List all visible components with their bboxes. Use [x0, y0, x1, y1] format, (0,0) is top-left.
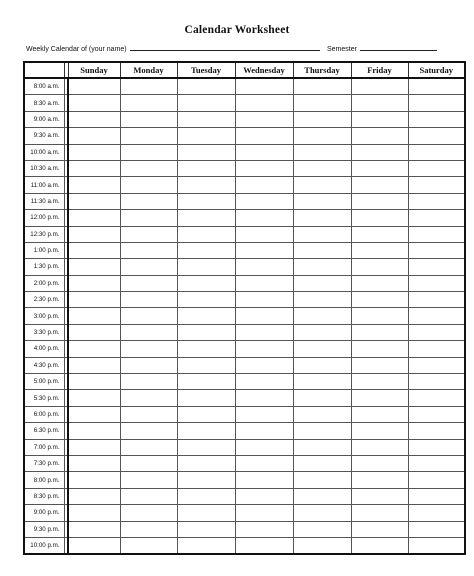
slot-cell-friday[interactable] [351, 259, 408, 275]
slot-cell-monday[interactable] [120, 357, 177, 373]
slot-cell-tuesday[interactable] [177, 78, 235, 95]
slot-cell-monday[interactable] [120, 193, 177, 209]
time-row [24, 505, 465, 521]
slot-cell-saturday[interactable] [408, 374, 465, 390]
slot-cell-saturday[interactable] [408, 308, 465, 324]
slot-cell-friday[interactable] [351, 144, 408, 160]
time-label: 12:30 p.m. [24, 226, 64, 242]
slot-cell-friday[interactable] [351, 324, 408, 340]
slot-cell-monday[interactable] [120, 292, 177, 308]
slot-cell-thursday[interactable] [293, 177, 351, 193]
slot-cell-thursday[interactable] [293, 193, 351, 209]
slot-cell-thursday[interactable] [293, 95, 351, 111]
slot-cell-thursday[interactable] [293, 341, 351, 357]
slot-cell-wednesday[interactable] [235, 210, 293, 226]
time-label: 2:00 p.m. [24, 275, 64, 291]
slot-cell-wednesday[interactable] [235, 160, 293, 176]
slot-cell-wednesday[interactable] [235, 128, 293, 144]
slot-cell-wednesday[interactable] [235, 488, 293, 504]
time-row [24, 357, 465, 373]
slot-cell-monday[interactable] [120, 144, 177, 160]
time-row [24, 374, 465, 390]
time-row [24, 210, 465, 226]
slot-cell-saturday[interactable] [408, 177, 465, 193]
slot-cell-tuesday[interactable] [177, 505, 235, 521]
slot-cell-tuesday[interactable] [177, 160, 235, 176]
time-row [24, 259, 465, 275]
slot-cell-tuesday[interactable] [177, 275, 235, 291]
slot-cell-monday[interactable] [120, 505, 177, 521]
slot-cell-friday[interactable] [351, 357, 408, 373]
slot-cell-tuesday[interactable] [177, 95, 235, 111]
day-header-thursday: Thursday [293, 62, 351, 78]
slot-cell-monday[interactable] [120, 341, 177, 357]
time-label: 3:30 p.m. [24, 324, 64, 340]
slot-cell-sunday[interactable] [68, 111, 120, 127]
name-field[interactable] [26, 44, 320, 53]
slot-cell-monday[interactable] [120, 439, 177, 455]
slot-cell-friday[interactable] [351, 226, 408, 242]
time-row [24, 521, 465, 537]
slot-cell-tuesday[interactable] [177, 128, 235, 144]
slot-cell-friday[interactable] [351, 406, 408, 422]
time-label: 4:30 p.m. [24, 357, 64, 373]
slot-cell-saturday[interactable] [408, 423, 465, 439]
slot-cell-friday[interactable] [351, 341, 408, 357]
slot-cell-monday[interactable] [120, 177, 177, 193]
slot-cell-saturday[interactable] [408, 78, 465, 95]
slot-cell-thursday[interactable] [293, 488, 351, 504]
time-row [24, 292, 465, 308]
slot-cell-monday[interactable] [120, 259, 177, 275]
slot-cell-thursday[interactable] [293, 374, 351, 390]
time-row [24, 406, 465, 422]
slot-cell-sunday[interactable] [68, 275, 120, 291]
slot-cell-thursday[interactable] [293, 160, 351, 176]
slot-cell-tuesday[interactable] [177, 308, 235, 324]
slot-cell-tuesday[interactable] [177, 144, 235, 160]
slot-cell-wednesday[interactable] [235, 308, 293, 324]
time-label: 9:00 a.m. [24, 111, 64, 127]
time-row [24, 111, 465, 127]
slot-cell-wednesday[interactable] [235, 472, 293, 488]
slot-cell-saturday[interactable] [408, 537, 465, 554]
time-row [24, 275, 465, 291]
slot-cell-monday[interactable] [120, 128, 177, 144]
calendar-grid [23, 61, 466, 555]
slot-cell-thursday[interactable] [293, 324, 351, 340]
slot-cell-monday[interactable] [120, 423, 177, 439]
slot-cell-saturday[interactable] [408, 292, 465, 308]
time-row [24, 308, 465, 324]
slot-cell-wednesday[interactable] [235, 324, 293, 340]
slot-cell-friday[interactable] [351, 537, 408, 554]
slot-cell-tuesday[interactable] [177, 439, 235, 455]
slot-cell-thursday[interactable] [293, 357, 351, 373]
slot-cell-sunday[interactable] [68, 177, 120, 193]
slot-cell-friday[interactable] [351, 374, 408, 390]
time-row [24, 341, 465, 357]
slot-cell-monday[interactable] [120, 472, 177, 488]
slot-cell-saturday[interactable] [408, 226, 465, 242]
slot-cell-thursday[interactable] [293, 275, 351, 291]
time-label: 11:00 a.m. [24, 177, 64, 193]
slot-cell-sunday[interactable] [68, 160, 120, 176]
slot-cell-friday[interactable] [351, 193, 408, 209]
day-header-sunday: Sunday [68, 62, 120, 78]
slot-cell-wednesday[interactable] [235, 144, 293, 160]
slot-cell-monday[interactable] [120, 78, 177, 95]
slot-cell-friday[interactable] [351, 95, 408, 111]
time-row [24, 324, 465, 340]
time-row [24, 160, 465, 176]
slot-cell-friday[interactable] [351, 128, 408, 144]
slot-cell-wednesday[interactable] [235, 193, 293, 209]
time-row [24, 128, 465, 144]
slot-cell-sunday[interactable] [68, 308, 120, 324]
time-row [24, 439, 465, 455]
day-header-friday: Friday [351, 62, 408, 78]
time-label: 6:30 p.m. [24, 423, 64, 439]
slot-cell-thursday[interactable] [293, 472, 351, 488]
slot-cell-thursday[interactable] [293, 521, 351, 537]
slot-cell-saturday[interactable] [408, 341, 465, 357]
time-row [24, 423, 465, 439]
time-label: 12:00 p.m. [24, 210, 64, 226]
name-line[interactable] [130, 44, 320, 51]
slot-cell-monday[interactable] [120, 95, 177, 111]
day-header-saturday: Saturday [408, 62, 465, 78]
slot-cell-monday[interactable] [120, 308, 177, 324]
slot-cell-tuesday[interactable] [177, 423, 235, 439]
time-label: 1:00 p.m. [24, 242, 64, 258]
slot-cell-thursday[interactable] [293, 111, 351, 127]
slot-cell-tuesday[interactable] [177, 472, 235, 488]
slot-cell-thursday[interactable] [293, 226, 351, 242]
slot-cell-thursday[interactable] [293, 390, 351, 406]
semester-label: Semester [327, 46, 357, 53]
slot-cell-wednesday[interactable] [235, 537, 293, 554]
slot-cell-wednesday[interactable] [235, 439, 293, 455]
slot-cell-tuesday[interactable] [177, 521, 235, 537]
slot-cell-monday[interactable] [120, 324, 177, 340]
slot-cell-saturday[interactable] [408, 160, 465, 176]
day-header-monday: Monday [120, 62, 177, 78]
slot-cell-friday[interactable] [351, 505, 408, 521]
slot-cell-sunday[interactable] [68, 390, 120, 406]
slot-cell-thursday[interactable] [293, 128, 351, 144]
slot-cell-wednesday[interactable] [235, 259, 293, 275]
slot-cell-thursday[interactable] [293, 439, 351, 455]
slot-cell-tuesday[interactable] [177, 357, 235, 373]
slot-cell-tuesday[interactable] [177, 242, 235, 258]
slot-cell-monday[interactable] [120, 160, 177, 176]
time-label: 8:30 a.m. [24, 95, 64, 111]
time-row [24, 537, 465, 554]
slot-cell-tuesday[interactable] [177, 324, 235, 340]
slot-cell-saturday[interactable] [408, 128, 465, 144]
slot-cell-monday[interactable] [120, 521, 177, 537]
time-row [24, 193, 465, 209]
slot-cell-sunday[interactable] [68, 242, 120, 258]
slot-cell-friday[interactable] [351, 455, 408, 471]
slot-cell-friday[interactable] [351, 423, 408, 439]
slot-cell-thursday[interactable] [293, 308, 351, 324]
slot-cell-friday[interactable] [351, 210, 408, 226]
slot-cell-sunday[interactable] [68, 505, 120, 521]
slot-cell-thursday[interactable] [293, 78, 351, 95]
slot-cell-saturday[interactable] [408, 505, 465, 521]
slot-cell-sunday[interactable] [68, 78, 120, 95]
day-header-wednesday: Wednesday [235, 62, 293, 78]
slot-cell-sunday[interactable] [68, 259, 120, 275]
slot-cell-friday[interactable] [351, 390, 408, 406]
time-row [24, 455, 465, 471]
slot-cell-wednesday[interactable] [235, 226, 293, 242]
slot-cell-saturday[interactable] [408, 111, 465, 127]
slot-cell-thursday[interactable] [293, 537, 351, 554]
slot-cell-sunday[interactable] [68, 537, 120, 554]
time-label: 6:00 p.m. [24, 406, 64, 422]
page-title: Calendar Worksheet [184, 24, 290, 36]
slot-cell-friday[interactable] [351, 472, 408, 488]
slot-cell-friday[interactable] [351, 242, 408, 258]
time-row [24, 144, 465, 160]
slot-cell-saturday[interactable] [408, 390, 465, 406]
slot-cell-thursday[interactable] [293, 242, 351, 258]
slot-cell-sunday[interactable] [68, 488, 120, 504]
slot-cell-wednesday[interactable] [235, 455, 293, 471]
slot-cell-friday[interactable] [351, 111, 408, 127]
slot-cell-sunday[interactable] [68, 455, 120, 471]
time-label: 2:30 p.m. [24, 292, 64, 308]
slot-cell-tuesday[interactable] [177, 537, 235, 554]
slot-cell-sunday[interactable] [68, 210, 120, 226]
time-label: 11:30 a.m. [24, 193, 64, 209]
slot-cell-saturday[interactable] [408, 324, 465, 340]
slot-cell-sunday[interactable] [68, 374, 120, 390]
slot-cell-sunday[interactable] [68, 357, 120, 373]
slot-cell-tuesday[interactable] [177, 193, 235, 209]
slot-cell-tuesday[interactable] [177, 390, 235, 406]
slot-cell-sunday[interactable] [68, 193, 120, 209]
slot-cell-saturday[interactable] [408, 455, 465, 471]
slot-cell-sunday[interactable] [68, 226, 120, 242]
slot-cell-monday[interactable] [120, 210, 177, 226]
slot-cell-saturday[interactable] [408, 521, 465, 537]
slot-cell-friday[interactable] [351, 439, 408, 455]
slot-cell-tuesday[interactable] [177, 210, 235, 226]
slot-cell-sunday[interactable] [68, 324, 120, 340]
time-label: 1:30 p.m. [24, 259, 64, 275]
slot-cell-sunday[interactable] [68, 292, 120, 308]
slot-cell-friday[interactable] [351, 521, 408, 537]
slot-cell-saturday[interactable] [408, 357, 465, 373]
slot-cell-sunday[interactable] [68, 472, 120, 488]
slot-cell-tuesday[interactable] [177, 374, 235, 390]
slot-cell-thursday[interactable] [293, 210, 351, 226]
slot-cell-sunday[interactable] [68, 95, 120, 111]
slot-cell-thursday[interactable] [293, 505, 351, 521]
time-row [24, 242, 465, 258]
calendar-body [24, 78, 465, 554]
time-label: 9:30 a.m. [24, 128, 64, 144]
slot-cell-saturday[interactable] [408, 259, 465, 275]
time-row [24, 177, 465, 193]
slot-cell-sunday[interactable] [68, 144, 120, 160]
time-column-header [24, 62, 64, 78]
slot-cell-tuesday[interactable] [177, 292, 235, 308]
slot-cell-monday[interactable] [120, 537, 177, 554]
slot-cell-thursday[interactable] [293, 455, 351, 471]
slot-cell-saturday[interactable] [408, 242, 465, 258]
slot-cell-sunday[interactable] [68, 406, 120, 422]
slot-cell-wednesday[interactable] [235, 505, 293, 521]
slot-cell-saturday[interactable] [408, 193, 465, 209]
time-label: 7:00 p.m. [24, 439, 64, 455]
slot-cell-sunday[interactable] [68, 423, 120, 439]
slot-cell-monday[interactable] [120, 242, 177, 258]
slot-cell-saturday[interactable] [408, 144, 465, 160]
slot-cell-wednesday[interactable] [235, 374, 293, 390]
slot-cell-monday[interactable] [120, 390, 177, 406]
time-label: 3:00 p.m. [24, 308, 64, 324]
slot-cell-friday[interactable] [351, 292, 408, 308]
time-row [24, 390, 465, 406]
slot-cell-tuesday[interactable] [177, 406, 235, 422]
slot-cell-sunday[interactable] [68, 341, 120, 357]
slot-cell-wednesday[interactable] [235, 242, 293, 258]
slot-cell-wednesday[interactable] [235, 78, 293, 95]
slot-cell-wednesday[interactable] [235, 292, 293, 308]
slot-cell-wednesday[interactable] [235, 95, 293, 111]
time-label: 4:00 p.m. [24, 341, 64, 357]
time-row [24, 78, 465, 95]
time-row [24, 472, 465, 488]
slot-cell-monday[interactable] [120, 275, 177, 291]
name-label: Weekly Calendar of (your name) [26, 46, 127, 53]
slot-cell-saturday[interactable] [408, 472, 465, 488]
semester-line[interactable] [360, 44, 437, 51]
slot-cell-friday[interactable] [351, 308, 408, 324]
slot-cell-monday[interactable] [120, 111, 177, 127]
slot-cell-sunday[interactable] [68, 439, 120, 455]
day-header-row [24, 62, 465, 78]
slot-cell-friday[interactable] [351, 275, 408, 291]
slot-cell-tuesday[interactable] [177, 111, 235, 127]
slot-cell-monday[interactable] [120, 226, 177, 242]
slot-cell-sunday[interactable] [68, 128, 120, 144]
time-label: 5:00 p.m. [24, 374, 64, 390]
semester-field[interactable] [327, 44, 437, 53]
slot-cell-friday[interactable] [351, 160, 408, 176]
time-row [24, 226, 465, 242]
slot-cell-sunday[interactable] [68, 521, 120, 537]
time-label: 9:00 p.m. [24, 505, 64, 521]
slot-cell-thursday[interactable] [293, 406, 351, 422]
slot-cell-monday[interactable] [120, 406, 177, 422]
slot-cell-thursday[interactable] [293, 144, 351, 160]
slot-cell-monday[interactable] [120, 455, 177, 471]
time-label: 9:30 p.m. [24, 521, 64, 537]
time-label: 8:30 p.m. [24, 488, 64, 504]
slot-cell-friday[interactable] [351, 177, 408, 193]
slot-cell-tuesday[interactable] [177, 259, 235, 275]
time-label: 10:00 a.m. [24, 144, 64, 160]
slot-cell-wednesday[interactable] [235, 406, 293, 422]
slot-cell-saturday[interactable] [408, 210, 465, 226]
slot-cell-monday[interactable] [120, 374, 177, 390]
time-label: 5:30 p.m. [24, 390, 64, 406]
slot-cell-wednesday[interactable] [235, 341, 293, 357]
slot-cell-saturday[interactable] [408, 439, 465, 455]
slot-cell-tuesday[interactable] [177, 455, 235, 471]
slot-cell-wednesday[interactable] [235, 521, 293, 537]
slot-cell-friday[interactable] [351, 488, 408, 504]
slot-cell-tuesday[interactable] [177, 177, 235, 193]
slot-cell-saturday[interactable] [408, 406, 465, 422]
slot-cell-wednesday[interactable] [235, 275, 293, 291]
slot-cell-saturday[interactable] [408, 275, 465, 291]
slot-cell-wednesday[interactable] [235, 390, 293, 406]
slot-cell-thursday[interactable] [293, 292, 351, 308]
slot-cell-tuesday[interactable] [177, 341, 235, 357]
slot-cell-monday[interactable] [120, 488, 177, 504]
day-header-tuesday: Tuesday [177, 62, 235, 78]
time-label: 8:00 p.m. [24, 472, 64, 488]
slot-cell-friday[interactable] [351, 78, 408, 95]
time-row [24, 95, 465, 111]
slot-cell-tuesday[interactable] [177, 226, 235, 242]
slot-cell-wednesday[interactable] [235, 177, 293, 193]
slot-cell-wednesday[interactable] [235, 423, 293, 439]
slot-cell-wednesday[interactable] [235, 111, 293, 127]
time-label: 8:00 a.m. [24, 78, 64, 95]
time-row [24, 488, 465, 504]
slot-cell-wednesday[interactable] [235, 357, 293, 373]
slot-cell-thursday[interactable] [293, 259, 351, 275]
slot-cell-thursday[interactable] [293, 423, 351, 439]
time-label: 10:00 p.m. [24, 537, 64, 554]
slot-cell-saturday[interactable] [408, 95, 465, 111]
slot-cell-tuesday[interactable] [177, 488, 235, 504]
time-label: 7:30 p.m. [24, 455, 64, 471]
slot-cell-saturday[interactable] [408, 488, 465, 504]
time-label: 10:30 a.m. [24, 160, 64, 176]
